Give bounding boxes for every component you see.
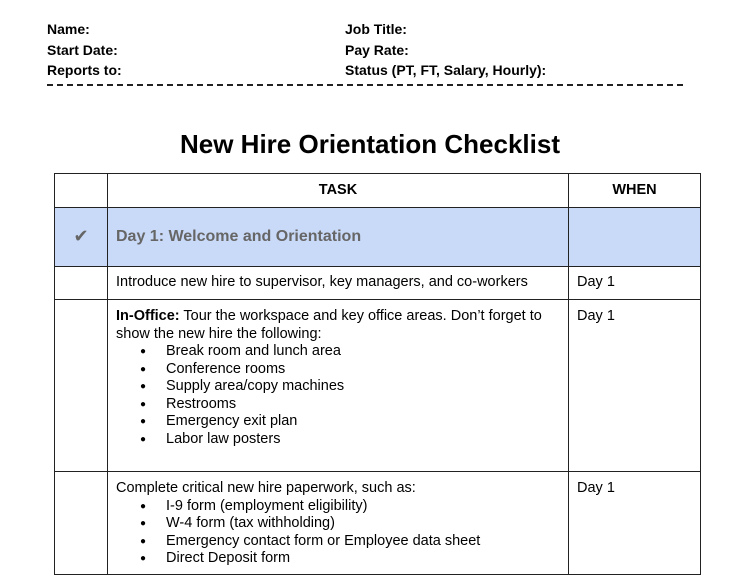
name-label: Name: — [47, 21, 90, 37]
checkmark-icon[interactable]: ✔ — [55, 208, 108, 267]
task-text — [116, 308, 560, 343]
list-item: ● Direct Deposit form — [166, 550, 560, 568]
when-text: Day 1 — [569, 472, 701, 575]
when-text: Day 1 — [569, 267, 701, 300]
when-text: Day 1 — [569, 300, 701, 472]
column-header-check — [55, 174, 108, 208]
bullet-list — [116, 498, 560, 568]
job-title-label: Job Title: — [345, 21, 407, 37]
task-description: Tour the workspace and key office areas. Don’t forget to show the new hire the following: — [116, 308, 542, 342]
list-item: ● Restrooms — [166, 396, 560, 414]
list-item: ● Labor law posters — [166, 431, 560, 449]
bullet-list — [116, 343, 560, 448]
employee-fields-right — [345, 19, 546, 81]
section-row-day1 — [55, 208, 701, 267]
table-row — [55, 472, 701, 575]
employee-fields-left — [47, 19, 122, 81]
list-item: ● I-9 form (employment eligibility) — [166, 498, 560, 516]
row-checkbox[interactable] — [55, 300, 108, 472]
section-when — [569, 208, 701, 267]
column-header-task: TASK — [108, 174, 569, 208]
column-header-when: WHEN — [569, 174, 701, 208]
list-item: ● Emergency contact form or Employee data sheet — [166, 533, 560, 551]
page-title: New Hire Orientation Checklist — [180, 129, 560, 159]
task-cell — [108, 300, 569, 472]
table-row — [55, 267, 701, 300]
list-item: ● Emergency exit plan — [166, 413, 560, 431]
task-text: Complete critical new hire paperwork, such as: — [116, 480, 416, 496]
dashed-divider — [47, 84, 683, 86]
section-title: Day 1: Welcome and Orientation — [108, 208, 569, 267]
list-item: ● W-4 form (tax withholding) — [166, 515, 560, 533]
list-item: ● Supply area/copy machines — [166, 378, 560, 396]
task-text: Introduce new hire to supervisor, key managers, and co-workers — [108, 267, 569, 300]
reports-to-label: Reports to: — [47, 62, 122, 78]
list-item: ● Conference rooms — [166, 361, 560, 379]
task-lead: In-Office: — [116, 308, 180, 324]
table-header-row — [55, 174, 701, 208]
pay-rate-label: Pay Rate: — [345, 41, 409, 58]
row-checkbox[interactable] — [55, 267, 108, 300]
list-item: ● Break room and lunch area — [166, 343, 560, 361]
status-label: Status (PT, FT, Salary, Hourly): — [345, 62, 547, 78]
table-row — [55, 300, 701, 472]
start-date-label: Start Date: — [47, 41, 118, 58]
checklist-table — [54, 173, 701, 575]
row-checkbox[interactable] — [55, 472, 108, 575]
task-cell — [108, 472, 569, 575]
